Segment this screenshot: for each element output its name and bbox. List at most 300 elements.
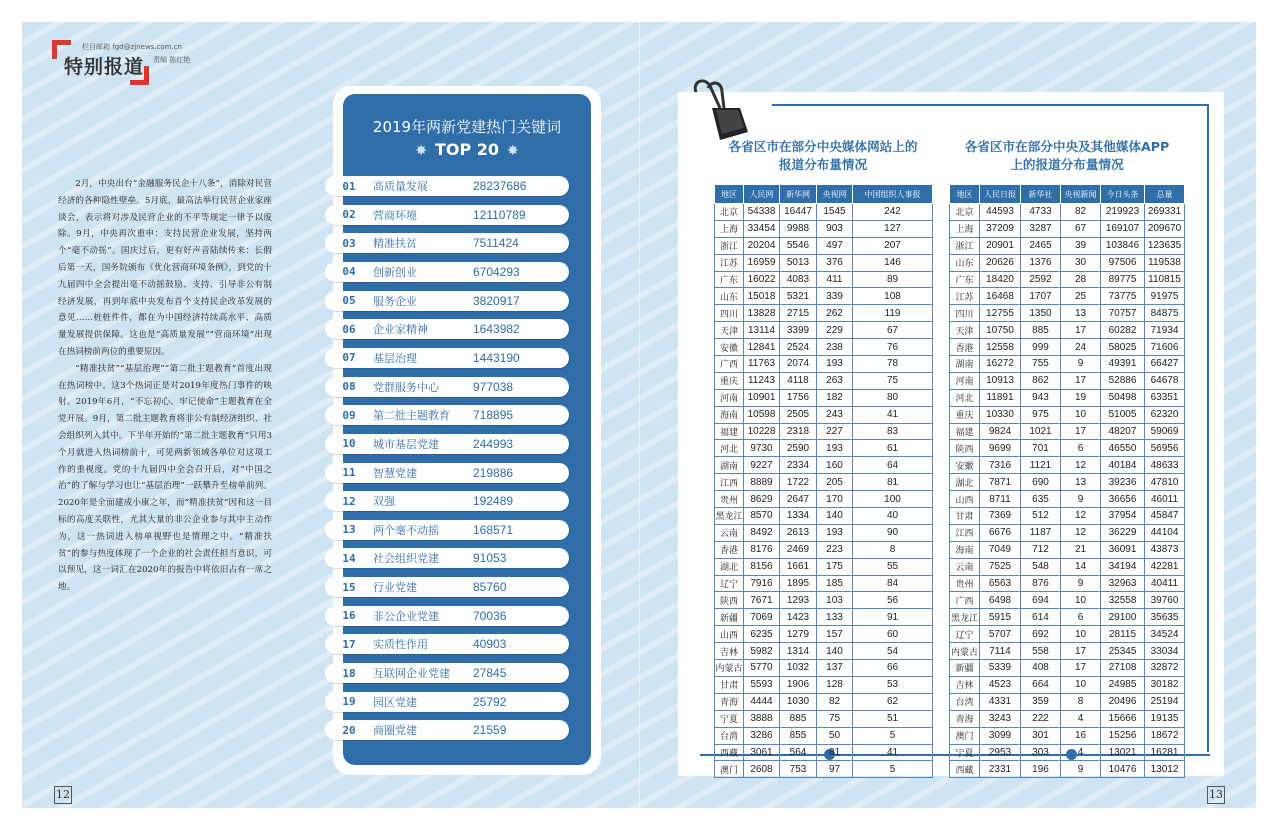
value-cell: 17: [1061, 322, 1101, 339]
value-cell: 28115: [1101, 626, 1145, 643]
region-cell: 辽宁: [715, 575, 744, 592]
table2-header-cell: 今日头条: [1101, 185, 1145, 204]
keyword-word: 企业家精神: [373, 323, 428, 337]
value-cell: 39: [1061, 237, 1101, 254]
value-cell: 17: [1061, 423, 1101, 440]
value-cell: 2647: [780, 491, 817, 508]
value-cell: 2524: [780, 339, 817, 356]
value-cell: 84875: [1145, 305, 1185, 322]
region-cell: 黑龙江: [715, 508, 744, 525]
value-cell: 103846: [1101, 237, 1145, 254]
region-cell: 新疆: [715, 609, 744, 626]
table-row: [715, 440, 933, 457]
value-cell: 10: [1061, 626, 1101, 643]
value-cell: 16468: [980, 288, 1021, 305]
value-cell: 6498: [980, 592, 1021, 609]
value-cell: 47810: [1145, 474, 1185, 491]
keyword-rank: 13: [342, 523, 356, 537]
value-cell: 10: [1061, 406, 1101, 423]
keyword-row: [325, 291, 569, 311]
value-cell: 943: [1021, 389, 1061, 406]
table-row: [950, 254, 1185, 271]
value-cell: 7316: [980, 457, 1021, 474]
region-cell: 海南: [715, 406, 744, 423]
value-cell: 8711: [980, 491, 1021, 508]
keyword-word: 精准扶贫: [373, 237, 417, 251]
value-cell: 20204: [744, 237, 780, 254]
value-cell: 170: [817, 491, 853, 508]
value-cell: 1334: [780, 508, 817, 525]
value-cell: 78: [853, 356, 933, 373]
value-cell: 9: [1061, 491, 1101, 508]
value-cell: 83: [853, 423, 933, 440]
value-cell: 4733: [1021, 204, 1061, 221]
table-row: [950, 491, 1185, 508]
keyword-count: 168571: [473, 522, 514, 537]
value-cell: 12: [1061, 457, 1101, 474]
region-cell: 福建: [950, 423, 980, 440]
region-cell: 广东: [950, 271, 980, 288]
value-cell: 7069: [744, 609, 780, 626]
table-row: [715, 727, 933, 744]
value-cell: 269331: [1145, 204, 1185, 221]
value-cell: 8156: [744, 558, 780, 575]
keyword-row: [325, 577, 569, 597]
region-cell: 山西: [950, 491, 980, 508]
value-cell: 1021: [1021, 423, 1061, 440]
value-cell: 48633: [1145, 457, 1185, 474]
value-cell: 8: [1061, 693, 1101, 710]
value-cell: 54: [853, 643, 933, 660]
value-cell: 9730: [744, 440, 780, 457]
value-cell: 29100: [1101, 609, 1145, 626]
keyword-rank: 19: [342, 695, 356, 709]
table-row: [715, 693, 933, 710]
keyword-rank: 14: [342, 551, 356, 565]
region-cell: 西藏: [950, 761, 980, 778]
value-cell: 182: [817, 389, 853, 406]
value-cell: 7525: [980, 558, 1021, 575]
keyword-row: [325, 548, 569, 568]
value-cell: 146: [853, 254, 933, 271]
table1-header-cell: 地区: [715, 185, 744, 204]
value-cell: 25345: [1101, 643, 1145, 660]
frame-line: [772, 104, 1208, 106]
value-cell: 9988: [780, 220, 817, 237]
region-cell: 浙江: [715, 237, 744, 254]
value-cell: 50: [817, 727, 853, 744]
value-cell: 11763: [744, 356, 780, 373]
region-cell: 甘肃: [715, 676, 744, 693]
value-cell: 903: [817, 220, 853, 237]
page-number-right: 13: [1207, 786, 1225, 804]
value-cell: 8176: [744, 541, 780, 558]
value-cell: 64: [853, 457, 933, 474]
value-cell: 701: [1021, 440, 1061, 457]
value-cell: 32558: [1101, 592, 1145, 609]
value-cell: 8: [853, 541, 933, 558]
star-icon: ✸: [415, 143, 427, 159]
table2-header-cell: 总量: [1145, 185, 1185, 204]
section-title: 特别报道: [64, 56, 145, 78]
value-cell: 46011: [1145, 491, 1185, 508]
value-cell: 3287: [1021, 220, 1061, 237]
value-cell: 108: [853, 288, 933, 305]
keyword-word: 互联网企业党建: [373, 667, 450, 681]
value-cell: 15666: [1101, 710, 1145, 727]
value-cell: 1032: [780, 660, 817, 677]
value-cell: 16022: [744, 271, 780, 288]
value-cell: 44104: [1145, 524, 1185, 541]
keyword-word: 创新创业: [373, 265, 417, 279]
value-cell: 564: [780, 744, 817, 761]
value-cell: 8570: [744, 508, 780, 525]
table-row: [715, 271, 933, 288]
frame-line: [1207, 104, 1209, 752]
value-cell: 16447: [780, 204, 817, 221]
keyword-count: 977038: [473, 379, 514, 394]
value-cell: 16959: [744, 254, 780, 271]
value-cell: 3243: [980, 710, 1021, 727]
region-cell: 内蒙古: [950, 643, 980, 660]
value-cell: 169107: [1101, 220, 1145, 237]
value-cell: 66: [853, 660, 933, 677]
value-cell: 20901: [980, 237, 1021, 254]
value-cell: 9824: [980, 423, 1021, 440]
region-cell: 天津: [950, 322, 980, 339]
value-cell: 3286: [744, 727, 780, 744]
region-cell: 山西: [715, 626, 744, 643]
value-cell: 12: [1061, 524, 1101, 541]
region-cell: 贵州: [715, 491, 744, 508]
region-cell: 香港: [715, 541, 744, 558]
value-cell: 49391: [1101, 356, 1145, 373]
value-cell: 32872: [1145, 660, 1185, 677]
keyword-word: 高质量发展: [373, 180, 428, 193]
table-row: [950, 643, 1185, 660]
value-cell: 193: [817, 356, 853, 373]
region-cell: 河南: [950, 372, 980, 389]
table-row: [950, 356, 1185, 373]
value-cell: 664: [1021, 676, 1061, 693]
value-cell: 411: [817, 271, 853, 288]
value-cell: 207: [853, 237, 933, 254]
value-cell: 30: [1061, 254, 1101, 271]
value-cell: 4331: [980, 693, 1021, 710]
value-cell: 2715: [780, 305, 817, 322]
keyword-rank: 18: [342, 666, 356, 680]
value-cell: 160: [817, 457, 853, 474]
region-cell: 广西: [950, 592, 980, 609]
keyword-row: [325, 491, 569, 511]
value-cell: 9227: [744, 457, 780, 474]
value-cell: 8492: [744, 524, 780, 541]
table-row: [950, 676, 1185, 693]
value-cell: 2592: [1021, 271, 1061, 288]
value-cell: 10: [1061, 676, 1101, 693]
value-cell: 12: [1061, 508, 1101, 525]
table-row: [950, 744, 1185, 761]
region-cell: 青海: [715, 693, 744, 710]
value-cell: 7114: [980, 643, 1021, 660]
value-cell: 48207: [1101, 423, 1145, 440]
value-cell: 205: [817, 474, 853, 491]
value-cell: 10913: [980, 372, 1021, 389]
value-cell: 41: [853, 744, 933, 761]
value-cell: 76: [853, 339, 933, 356]
table-row: [950, 372, 1185, 389]
value-cell: 5982: [744, 643, 780, 660]
table-row: [950, 524, 1185, 541]
table-row: [950, 727, 1185, 744]
table-row: [950, 457, 1185, 474]
value-cell: 263: [817, 372, 853, 389]
region-cell: 北京: [715, 204, 744, 221]
value-cell: 219923: [1101, 204, 1145, 221]
region-cell: 江苏: [715, 254, 744, 271]
keyword-rank: 05: [342, 294, 356, 308]
value-cell: 5915: [980, 609, 1021, 626]
value-cell: 59069: [1145, 423, 1185, 440]
keyword-count: 1443190: [473, 350, 520, 365]
value-cell: 60: [853, 626, 933, 643]
value-cell: 6676: [980, 524, 1021, 541]
article-paragraph: 2月，中央出台“金融服务民企十八条”，消除对民营经济的各种隐性壁垒。5月底，最高法举行民营企业家座谈会，表示将对涉及民营企业的不平等规定一律予以废除。9月，中央再次重申：支持民营企业发展，坚持两个“毫不动摇”。国庆过后，更有好声音陆续传来：长假后第一天，国务院颁布《优化营商环境条例》，到党的十九届四中全会提出毫不动摇鼓励、支持、引导非公有制经济发展，再到年底中央发布首个支持民企改革发展的意见……桩桩件件，都在为中国经济持续高水平、高质量发展提供保障。这也是“高质量发展”“营商环境”出现在热词榜前两位的重要原因。: [58, 179, 272, 357]
value-cell: 71934: [1145, 322, 1185, 339]
value-cell: 34524: [1145, 626, 1185, 643]
value-cell: 359: [1021, 693, 1061, 710]
value-cell: 2608: [744, 761, 780, 778]
value-cell: 3888: [744, 710, 780, 727]
region-cell: 福建: [715, 423, 744, 440]
table-row: [950, 541, 1185, 558]
value-cell: 193: [817, 440, 853, 457]
table-row: [950, 626, 1185, 643]
value-cell: 4118: [780, 372, 817, 389]
value-cell: 558: [1021, 643, 1061, 660]
table-row: [950, 322, 1185, 339]
value-cell: 30182: [1145, 676, 1185, 693]
value-cell: 5339: [980, 660, 1021, 677]
region-cell: 河北: [950, 389, 980, 406]
value-cell: 53: [853, 676, 933, 693]
keyword-row: [325, 463, 569, 483]
value-cell: 3061: [744, 744, 780, 761]
value-cell: 15018: [744, 288, 780, 305]
value-cell: 5: [853, 761, 933, 778]
value-cell: 67: [1061, 220, 1101, 237]
keyword-count: 219886: [473, 465, 514, 480]
value-cell: 376: [817, 254, 853, 271]
region-cell: 湖北: [715, 558, 744, 575]
keyword-count: 3820917: [473, 293, 520, 308]
value-cell: 97: [817, 761, 853, 778]
region-cell: 广西: [715, 356, 744, 373]
value-cell: 862: [1021, 372, 1061, 389]
region-cell: 上海: [715, 220, 744, 237]
region-cell: 四川: [950, 305, 980, 322]
keyword-row: [325, 634, 569, 654]
region-cell: 海南: [950, 541, 980, 558]
value-cell: 2590: [780, 440, 817, 457]
value-cell: 91975: [1145, 288, 1185, 305]
region-cell: 湖北: [950, 474, 980, 491]
value-cell: 97506: [1101, 254, 1145, 271]
keyword-rank: 03: [342, 236, 356, 250]
value-cell: 1376: [1021, 254, 1061, 271]
table1-header-cell: 央视网: [817, 185, 853, 204]
value-cell: 103: [817, 592, 853, 609]
table1-title: 各省区市在部分中央媒体网站上的 报道分布量情况: [728, 139, 918, 172]
value-cell: 2465: [1021, 237, 1061, 254]
region-cell: 江苏: [950, 288, 980, 305]
value-cell: 14: [1061, 558, 1101, 575]
value-cell: 1187: [1021, 524, 1061, 541]
value-cell: 61: [853, 440, 933, 457]
value-cell: 12755: [980, 305, 1021, 322]
value-cell: 16281: [1145, 744, 1185, 761]
value-cell: 1279: [780, 626, 817, 643]
region-cell: 山东: [950, 254, 980, 271]
value-cell: 1423: [780, 609, 817, 626]
value-cell: 51005: [1101, 406, 1145, 423]
value-cell: 303: [1021, 744, 1061, 761]
value-cell: 17: [1061, 660, 1101, 677]
keyword-count: 244993: [473, 436, 514, 451]
value-cell: 19: [1061, 389, 1101, 406]
value-cell: 548: [1021, 558, 1061, 575]
value-cell: 24985: [1101, 676, 1145, 693]
value-cell: 91: [853, 609, 933, 626]
table-row: [715, 609, 933, 626]
table-row: [715, 558, 933, 575]
region-cell: 安徽: [950, 457, 980, 474]
table-row: [950, 508, 1185, 525]
keyword-word: 第二批主题教育: [373, 409, 450, 423]
table-row: [715, 710, 933, 727]
value-cell: 25194: [1145, 693, 1185, 710]
value-cell: 885: [1021, 322, 1061, 339]
value-cell: 614: [1021, 609, 1061, 626]
value-cell: 12558: [980, 339, 1021, 356]
value-cell: 82: [1061, 204, 1101, 221]
value-cell: 1350: [1021, 305, 1061, 322]
media-tables-panel: [678, 92, 1224, 776]
value-cell: 2331: [980, 761, 1021, 778]
value-cell: 36229: [1101, 524, 1145, 541]
value-cell: 1661: [780, 558, 817, 575]
value-cell: 37954: [1101, 508, 1145, 525]
value-cell: 11891: [980, 389, 1021, 406]
value-cell: 753: [780, 761, 817, 778]
value-cell: 119: [853, 305, 933, 322]
value-cell: 193: [817, 524, 853, 541]
value-cell: 16: [1061, 727, 1101, 744]
keyword-count: 7511424: [473, 236, 519, 251]
value-cell: 10598: [744, 406, 780, 423]
keyword-rank: 15: [342, 580, 356, 594]
value-cell: 4083: [780, 271, 817, 288]
region-cell: 台湾: [950, 693, 980, 710]
value-cell: 5707: [980, 626, 1021, 643]
table-row: [715, 626, 933, 643]
table-row: [950, 406, 1185, 423]
table-row: [715, 322, 933, 339]
value-cell: 10476: [1101, 761, 1145, 778]
value-cell: 20626: [980, 254, 1021, 271]
region-cell: 湖南: [715, 457, 744, 474]
region-cell: 重庆: [715, 372, 744, 389]
keyword-card-title: 2019年两新党建热门关键词: [372, 118, 562, 136]
value-cell: 16272: [980, 356, 1021, 373]
value-cell: 175: [817, 558, 853, 575]
table-row: [715, 643, 933, 660]
keyword-count: 718895: [473, 408, 514, 423]
table-row: [950, 305, 1185, 322]
table-row: [715, 761, 933, 778]
table1-header-cell: 中国组织人事报: [853, 185, 933, 204]
keyword-count: 91053: [473, 551, 507, 566]
value-cell: 64678: [1145, 372, 1185, 389]
value-cell: 19135: [1145, 710, 1185, 727]
value-cell: 21: [1061, 541, 1101, 558]
value-cell: 13: [1061, 305, 1101, 322]
table2-header-cell: 人民日报: [980, 185, 1021, 204]
keyword-count: 192489: [473, 494, 514, 509]
value-cell: 17: [1061, 372, 1101, 389]
table-row: [715, 372, 933, 389]
keyword-count: 1643982: [473, 322, 520, 337]
table-row: [715, 592, 933, 609]
value-cell: 54338: [744, 204, 780, 221]
value-cell: 51: [853, 710, 933, 727]
keyword-row: [325, 405, 569, 425]
keyword-word: 非公企业党建: [373, 609, 439, 623]
region-cell: 江西: [950, 524, 980, 541]
value-cell: 855: [780, 727, 817, 744]
value-cell: 885: [780, 710, 817, 727]
value-cell: 185: [817, 575, 853, 592]
region-cell: 吉林: [715, 643, 744, 660]
value-cell: 128: [817, 676, 853, 693]
region-cell: 台湾: [715, 727, 744, 744]
keyword-row: [325, 720, 569, 740]
value-cell: 6563: [980, 575, 1021, 592]
value-cell: 34194: [1101, 558, 1145, 575]
value-cell: 63351: [1145, 389, 1185, 406]
table2-header-cell: 央视新闻: [1061, 185, 1101, 204]
page-number-left: 12: [54, 786, 72, 804]
value-cell: 1722: [780, 474, 817, 491]
table-row: [715, 305, 933, 322]
table1-header-cell: 人民网: [744, 185, 780, 204]
table-row: [715, 204, 933, 221]
value-cell: 56: [853, 592, 933, 609]
value-cell: 36656: [1101, 491, 1145, 508]
value-cell: 694: [1021, 592, 1061, 609]
region-cell: 陕西: [715, 592, 744, 609]
keyword-rank: 01: [342, 179, 356, 193]
keyword-word: 行业党建: [373, 581, 417, 595]
value-cell: 89: [853, 271, 933, 288]
value-cell: 712: [1021, 541, 1061, 558]
value-cell: 2334: [780, 457, 817, 474]
value-cell: 5013: [780, 254, 817, 271]
value-cell: 58025: [1101, 339, 1145, 356]
region-cell: 青海: [950, 710, 980, 727]
value-cell: 32963: [1101, 575, 1145, 592]
value-cell: 223: [817, 541, 853, 558]
